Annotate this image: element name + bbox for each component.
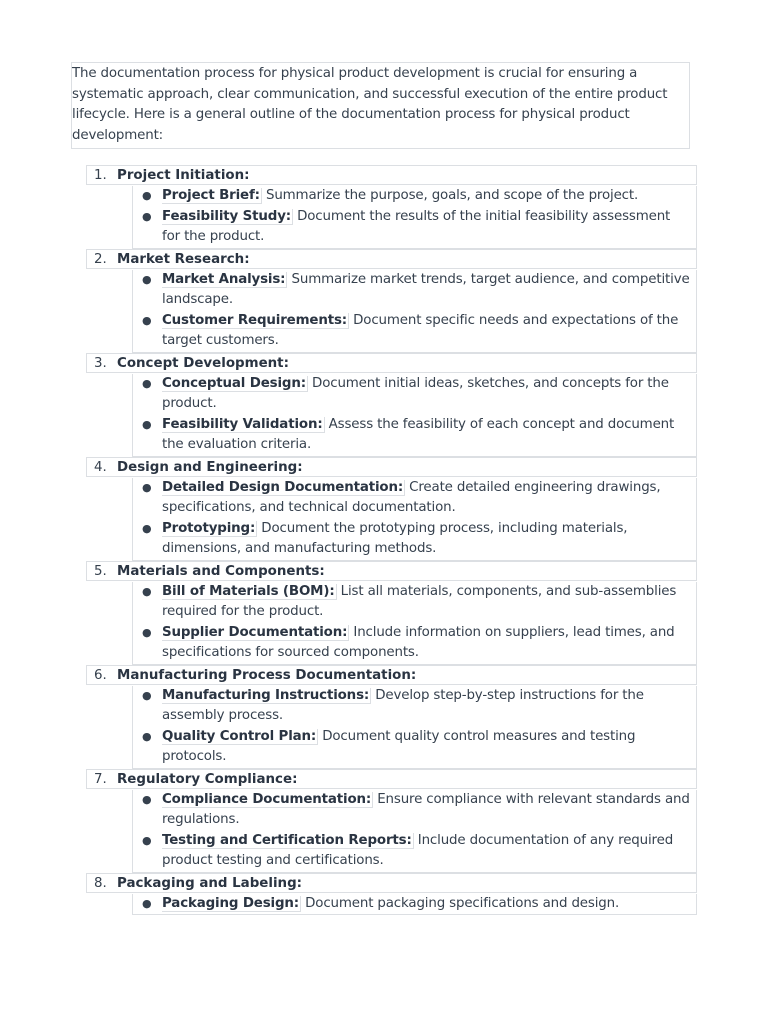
section-heading xyxy=(86,353,697,373)
item-label: Testing and Certification Reports: xyxy=(162,832,412,848)
item-text: Document quality control measures and testing protocols. xyxy=(162,728,636,764)
item-label: Customer Requirements: xyxy=(162,312,348,328)
list-item xyxy=(133,831,696,872)
item-label: Compliance Documentation: xyxy=(162,791,372,807)
item-label: Feasibility Study: xyxy=(162,208,291,224)
list-item xyxy=(133,790,696,831)
item-text: Create detailed engineering drawings, specifications, and technical documentation. xyxy=(162,479,661,515)
bullet-icon: ● xyxy=(142,792,152,806)
sub-list xyxy=(132,270,697,353)
section-materials-and-components xyxy=(86,561,697,665)
item-text: Document specific needs and expectations of the target customers. xyxy=(162,312,679,348)
intro-paragraph: The documentation process for physical product development is crucial for ensuring a systematic approach, clear communication, and successful execution of the entire product lifecycle. Here is a general outline of the documentation process for physical product development: xyxy=(71,62,690,149)
list-item xyxy=(133,623,696,664)
item-text: Document initial ideas, sketches, and concepts for the product. xyxy=(162,375,669,411)
bullet-icon: ● xyxy=(142,376,152,390)
sub-list xyxy=(132,894,697,916)
section-heading xyxy=(86,873,697,893)
item-label: Manufacturing Instructions: xyxy=(162,687,370,703)
bullet-icon: ● xyxy=(142,688,152,702)
section-packaging-and-labeling xyxy=(86,873,697,916)
section-number: 4. xyxy=(94,459,107,475)
section-number: 2. xyxy=(94,251,107,267)
list-item xyxy=(133,894,696,915)
item-text: Ensure compliance with relevant standards and regulations. xyxy=(162,791,690,827)
bullet-icon: ● xyxy=(142,313,152,327)
section-title: Packaging and Labeling: xyxy=(117,875,303,891)
process-outline xyxy=(86,165,697,915)
item-label: Detailed Design Documentation: xyxy=(162,479,404,495)
sub-list xyxy=(132,478,697,561)
list-item xyxy=(133,727,696,768)
section-title: Project Initiation: xyxy=(117,168,250,183)
item-text: Document the results of the initial feasibility assessment for the product. xyxy=(162,208,671,244)
list-item xyxy=(133,207,696,248)
item-text: Summarize the purpose, goals, and scope of the project. xyxy=(261,188,639,203)
bullet-icon: ● xyxy=(142,480,152,494)
item-label: Quality Control Plan: xyxy=(162,728,317,744)
item-text: Develop step-by-step instructions for the assembly process. xyxy=(162,687,644,723)
sub-list xyxy=(132,374,697,457)
sub-list xyxy=(132,186,697,249)
bullet-icon: ● xyxy=(142,521,152,535)
section-heading xyxy=(86,165,697,185)
list-item xyxy=(133,519,696,560)
bullet-icon: ● xyxy=(142,896,152,910)
section-regulatory-compliance xyxy=(86,769,697,873)
sub-list xyxy=(132,790,697,873)
item-label: Bill of Materials (BOM): xyxy=(162,583,335,599)
bullet-icon: ● xyxy=(142,833,152,847)
item-label: Supplier Documentation: xyxy=(162,624,348,640)
item-text: Document the prototyping process, including materials, dimensions, and manufacturing methods. xyxy=(162,520,628,556)
section-market-research xyxy=(86,249,697,353)
item-label: Packaging Design: xyxy=(162,895,300,911)
section-number: 5. xyxy=(94,563,107,579)
section-title: Concept Development: xyxy=(117,355,289,371)
section-title: Regulatory Compliance: xyxy=(117,771,298,787)
list-item xyxy=(133,374,696,415)
section-title: Design and Engineering: xyxy=(117,459,303,475)
section-manufacturing-process xyxy=(86,665,697,769)
item-label: Feasibility Validation: xyxy=(162,416,323,432)
section-heading xyxy=(86,561,697,581)
list-item xyxy=(133,186,696,207)
section-heading xyxy=(86,249,697,269)
item-text: Document packaging specifications and design. xyxy=(301,895,620,911)
list-item xyxy=(133,415,696,456)
bullet-icon: ● xyxy=(142,209,152,223)
section-heading xyxy=(86,457,697,477)
item-label: Project Brief: xyxy=(162,188,260,203)
section-title: Manufacturing Process Documentation: xyxy=(117,667,417,683)
section-title: Materials and Components: xyxy=(117,563,325,579)
bullet-icon: ● xyxy=(142,417,152,431)
section-number: 1. xyxy=(94,168,107,183)
item-text: List all materials, components, and sub-assemblies required for the product. xyxy=(162,583,677,619)
section-heading xyxy=(86,769,697,789)
list-item xyxy=(133,270,696,311)
bullet-icon: ● xyxy=(142,584,152,598)
bullet-icon: ● xyxy=(142,625,152,639)
sub-list xyxy=(132,686,697,769)
item-text: Assess the feasibility of each concept and document the evaluation criteria. xyxy=(162,416,675,452)
item-label: Market Analysis: xyxy=(162,271,286,287)
item-text: Include documentation of any required product testing and certifications. xyxy=(162,832,674,868)
bullet-icon: ● xyxy=(142,189,152,202)
list-item xyxy=(133,311,696,352)
item-text: Include information on suppliers, lead times, and specifications for sourced components. xyxy=(162,624,675,660)
item-text: Summarize market trends, target audience, and competitive landscape. xyxy=(162,271,690,307)
list-item xyxy=(133,686,696,727)
item-label: Prototyping: xyxy=(162,520,256,536)
sub-list xyxy=(132,582,697,665)
item-label: Conceptual Design: xyxy=(162,375,306,391)
section-number: 7. xyxy=(94,771,107,787)
list-item xyxy=(133,582,696,623)
section-number: 6. xyxy=(94,667,107,683)
section-number: 3. xyxy=(94,355,107,371)
bullet-icon: ● xyxy=(142,272,152,286)
section-project-initiation xyxy=(86,165,697,249)
section-design-and-engineering xyxy=(86,457,697,561)
list-item xyxy=(133,478,696,519)
section-concept-development xyxy=(86,353,697,457)
section-number: 8. xyxy=(94,875,107,891)
bullet-icon: ● xyxy=(142,729,152,743)
section-title: Market Research: xyxy=(117,251,250,267)
section-heading xyxy=(86,665,697,685)
